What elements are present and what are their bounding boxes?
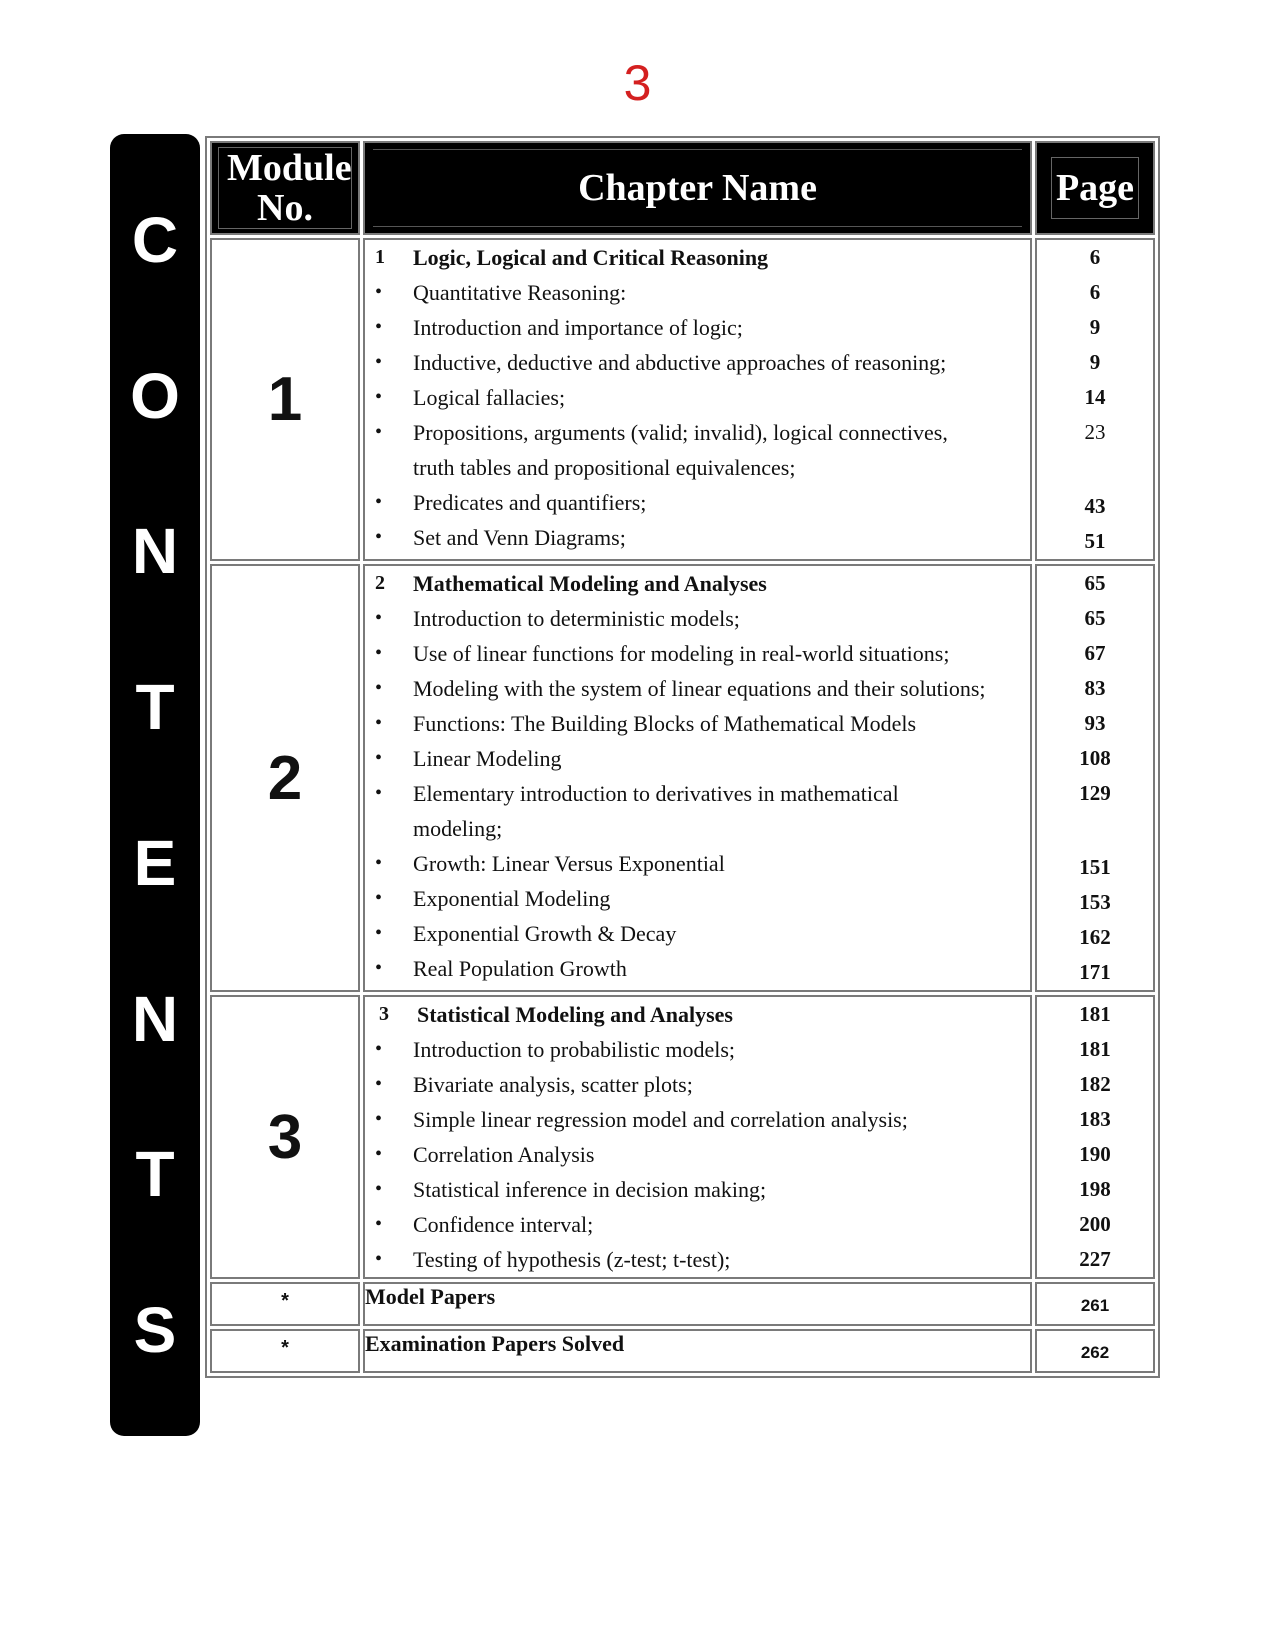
chapter-item[interactable]: • Real Population Growth	[375, 956, 627, 981]
chapter-item[interactable]: • Propositions, arguments (valid; invalid), logical connectives, truth tables and propositional equivalences;	[375, 420, 948, 480]
extra-row	[210, 1282, 1155, 1326]
page-ref: 181	[1079, 1002, 1111, 1026]
page-ref: 171	[1079, 960, 1111, 984]
page-ref: 65	[1084, 606, 1106, 630]
chapter-name-header: Chapter Name	[363, 141, 1032, 235]
page-ref: 200	[1079, 1212, 1111, 1236]
chapter-list	[363, 995, 1032, 1279]
chapter-item[interactable]: • Set and Venn Diagrams;	[375, 525, 626, 550]
chapter-item[interactable]: • Simple linear regression model and correlation analysis;	[375, 1107, 908, 1132]
banner-letter: S	[133, 1294, 177, 1367]
banner-letter: N	[131, 515, 179, 588]
chapter-item[interactable]: • Introduction to probabilistic models;	[375, 1037, 736, 1062]
chapter-item[interactable]: • Exponential Modeling	[375, 886, 611, 911]
chapter-item[interactable]: • Modeling with the system of linear equations and their solutions;	[375, 676, 986, 701]
module-row	[210, 995, 1155, 1279]
chapter-item[interactable]: • Inductive, deductive and abductive approaches of reasoning;	[375, 350, 947, 375]
extra-marker: *	[210, 1282, 360, 1326]
page-header: Page	[1035, 141, 1155, 235]
banner-letter: E	[133, 826, 177, 899]
chapter-item[interactable]: • Testing of hypothesis (z-test; t-test);	[375, 1247, 731, 1272]
chapter-item[interactable]: • Bivariate analysis, scatter plots;	[375, 1072, 693, 1097]
page-ref: 93	[1084, 711, 1106, 735]
page-ref: 182	[1079, 1072, 1111, 1096]
chapter-heading[interactable]: 3 Statistical Modeling and Analyses	[379, 1002, 733, 1027]
chapter-heading[interactable]: 1 Logic, Logical and Critical Reasoning	[375, 245, 769, 270]
chapter-heading[interactable]: 2 Mathematical Modeling and Analyses	[375, 571, 767, 596]
page-ref: 9	[1089, 350, 1101, 374]
extra-row	[210, 1329, 1155, 1373]
extra-marker: *	[210, 1329, 360, 1373]
page-ref: 43	[1084, 494, 1106, 518]
page-ref: 190	[1079, 1142, 1111, 1166]
page-number: 3	[623, 55, 652, 111]
module-number: 2	[210, 564, 360, 992]
chapter-item[interactable]: • Growth: Linear Versus Exponential	[375, 851, 725, 876]
table-header-row	[210, 141, 1155, 235]
chapter-item[interactable]: • Functions: The Building Blocks of Mathematical Models	[375, 711, 917, 736]
page-ref: 51	[1084, 529, 1106, 553]
page-list	[1035, 564, 1155, 992]
page-ref: 67	[1084, 641, 1106, 665]
page-ref: 162	[1079, 925, 1111, 949]
chapter-item[interactable]: • Quantitative Reasoning:	[375, 280, 627, 305]
page-ref: 151	[1079, 855, 1111, 879]
page-ref: 23	[1084, 420, 1106, 444]
page-list	[1035, 238, 1155, 561]
module-row	[210, 238, 1155, 561]
page-ref: 14	[1084, 385, 1106, 409]
page-ref: 83	[1084, 676, 1106, 700]
chapter-item[interactable]: • Statistical inference in decision making;	[375, 1177, 767, 1202]
chapter-item[interactable]: • Logical fallacies;	[375, 385, 566, 410]
page-ref: 261	[1035, 1282, 1155, 1326]
module-number: 1	[210, 238, 360, 561]
page-ref: 183	[1079, 1107, 1111, 1131]
banner-letter: T	[135, 671, 175, 744]
banner-letter: C	[131, 203, 179, 276]
banner-letter: N	[131, 982, 179, 1055]
chapter-item[interactable]: • Confidence interval;	[375, 1212, 594, 1237]
page-ref: 65	[1084, 571, 1106, 595]
page-ref: 108	[1079, 746, 1111, 770]
banner-letter: T	[135, 1138, 175, 1211]
page-ref: 198	[1079, 1177, 1111, 1201]
page-ref: 153	[1079, 890, 1111, 914]
page-ref: 6	[1089, 280, 1101, 304]
page-ref: 6	[1089, 245, 1101, 269]
module-row	[210, 564, 1155, 992]
chapter-item[interactable]: • Introduction to deterministic models;	[375, 606, 740, 631]
page-list	[1035, 995, 1155, 1279]
chapter-item[interactable]: • Predicates and quantifiers;	[375, 490, 647, 515]
chapter-item[interactable]: • Use of linear functions for modeling in real-world situations;	[375, 641, 950, 666]
chapter-item[interactable]: • Exponential Growth & Decay	[375, 921, 677, 946]
chapter-item[interactable]: • Linear Modeling	[375, 746, 562, 771]
chapter-item[interactable]: • Correlation Analysis	[375, 1142, 595, 1167]
page-ref: 262	[1035, 1329, 1155, 1373]
page-ref: 181	[1079, 1037, 1111, 1061]
page-ref: 227	[1079, 1247, 1111, 1271]
module-no-header: Module No.	[210, 141, 360, 235]
contents-side-banner	[110, 134, 200, 1436]
chapter-list	[363, 238, 1032, 561]
extra-title[interactable]: Model Papers	[363, 1282, 1032, 1326]
contents-table	[205, 136, 1160, 1378]
page-ref: 129	[1079, 781, 1111, 805]
banner-letter: O	[130, 359, 180, 432]
chapter-item[interactable]: • Introduction and importance of logic;	[375, 315, 743, 340]
extra-title[interactable]: Examination Papers Solved	[363, 1329, 1032, 1373]
module-number: 3	[210, 995, 360, 1279]
chapter-item[interactable]: • Elementary introduction to derivatives in mathematical modeling;	[375, 781, 899, 841]
chapter-list	[363, 564, 1032, 992]
page-ref: 9	[1089, 315, 1101, 339]
